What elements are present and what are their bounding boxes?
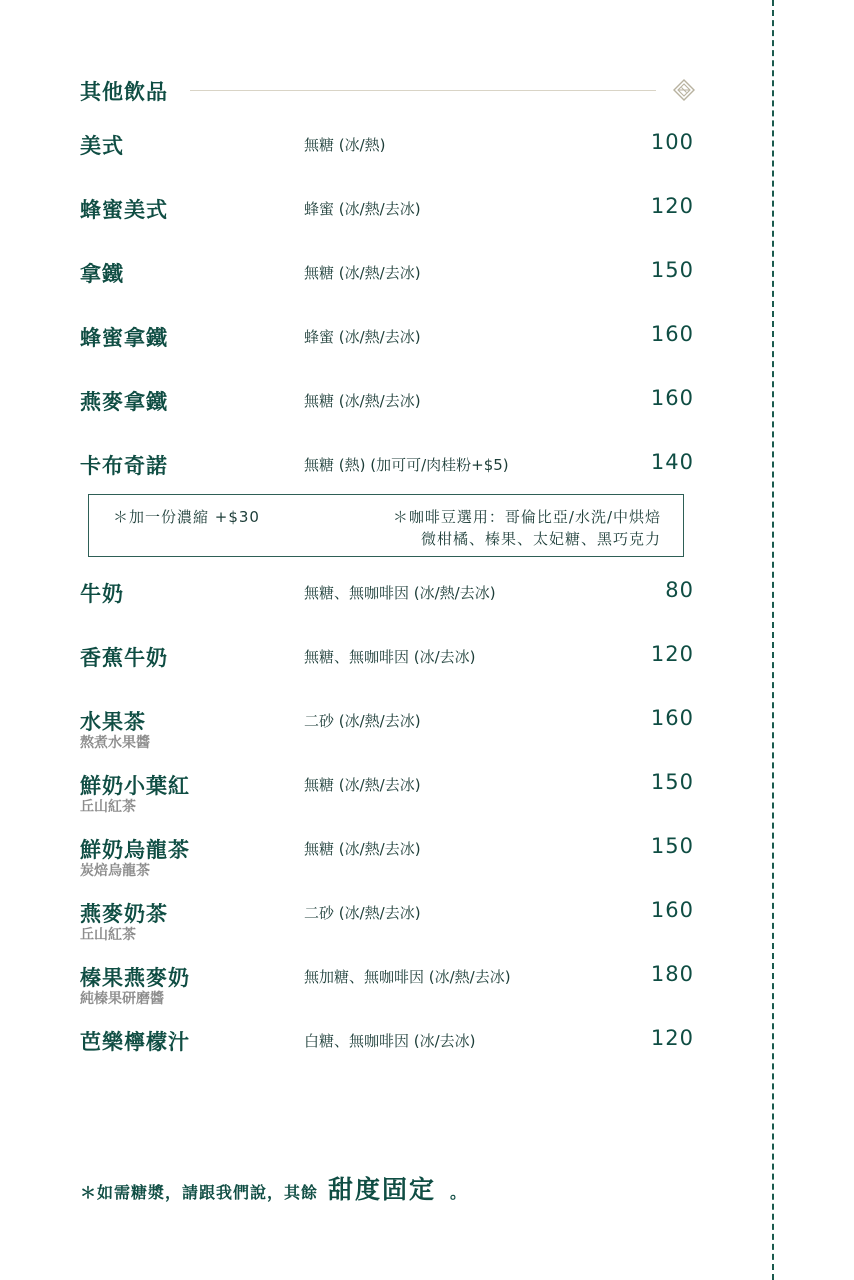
item-desc: 二砂 (冰/熱/去冰) — [304, 712, 421, 730]
item-name: 榛果燕麥奶 — [80, 966, 190, 990]
item-name: 牛奶 — [80, 582, 124, 606]
item-name: 蜂蜜拿鐵 — [80, 326, 168, 350]
bean-origin-note: ＊咖啡豆選用：哥倫比亞/水洗/中烘焙 — [392, 508, 661, 526]
menu-item — [80, 962, 694, 1007]
item-price: 80 — [665, 578, 694, 602]
item-desc: 蜂蜜 (冰/熱/去冰) — [304, 328, 421, 346]
menu-item — [80, 1026, 694, 1066]
menu-item — [80, 194, 694, 234]
item-price: 160 — [650, 898, 694, 922]
footer-emphasis: 甜度固定 — [328, 1175, 437, 1204]
item-price: 150 — [650, 834, 694, 858]
item-price: 120 — [650, 194, 694, 218]
item-price: 150 — [650, 770, 694, 794]
item-price: 160 — [650, 386, 694, 410]
menu-item — [80, 130, 694, 170]
item-name: 蜂蜜美式 — [80, 198, 168, 222]
item-name: 拿鐵 — [80, 262, 124, 286]
item-price: 120 — [650, 1026, 694, 1050]
item-desc: 蜂蜜 (冰/熱/去冰) — [304, 200, 421, 218]
section-title: 其他飲品 — [80, 80, 168, 104]
item-subtitle: 丘山紅茶 — [80, 799, 136, 815]
footer-prefix: ＊如需糖漿，請跟我們說，其餘 — [80, 1183, 319, 1202]
bean-flavor-note: 微柑橘、榛果、太妃糖、黑巧克力 — [420, 530, 661, 548]
item-price: 180 — [650, 962, 694, 986]
menu-item — [80, 258, 694, 298]
diamond-leaf-icon — [672, 78, 696, 102]
item-name: 芭樂檸檬汁 — [80, 1030, 190, 1054]
menu-item — [80, 322, 694, 362]
item-name: 香蕉牛奶 — [80, 646, 168, 670]
item-price: 140 — [650, 450, 694, 474]
item-name: 燕麥奶茶 — [80, 902, 168, 926]
menu-item — [80, 898, 694, 943]
item-name: 美式 — [80, 134, 124, 158]
item-name: 鮮奶小葉紅 — [80, 774, 190, 798]
menu-item — [80, 834, 694, 879]
item-desc: 無糖 (冰/熱/去冰) — [304, 840, 421, 858]
menu-item — [80, 386, 694, 426]
item-desc: 無糖、無咖啡因 (冰/去冰) — [304, 648, 476, 666]
item-subtitle: 純榛果研磨醬 — [80, 991, 164, 1007]
sweetness-footer-note — [80, 1170, 466, 1210]
item-price: 120 — [650, 642, 694, 666]
item-desc: 無糖 (冰/熱/去冰) — [304, 264, 421, 282]
item-name: 燕麥拿鐵 — [80, 390, 168, 414]
item-price: 160 — [650, 322, 694, 346]
item-name: 鮮奶烏龍茶 — [80, 838, 190, 862]
item-desc: 無糖、無咖啡因 (冰/熱/去冰) — [304, 584, 496, 602]
menu-item — [80, 706, 694, 751]
extra-shot-note: ＊加一份濃縮 +$30 — [113, 508, 260, 526]
item-desc: 二砂 (冰/熱/去冰) — [304, 904, 421, 922]
item-desc: 無糖 (冰/熱/去冰) — [304, 776, 421, 794]
dashed-divider — [772, 0, 774, 1280]
item-subtitle: 炭焙烏龍茶 — [80, 863, 150, 879]
item-subtitle: 丘山紅茶 — [80, 927, 136, 943]
header-rule — [190, 90, 656, 91]
item-desc: 無糖 (熱) (加可可/肉桂粉+$5) — [304, 456, 509, 474]
item-price: 160 — [650, 706, 694, 730]
item-price: 100 — [650, 130, 694, 154]
espresso-note-box — [88, 494, 684, 557]
item-desc: 無加糖、無咖啡因 (冰/熱/去冰) — [304, 968, 511, 986]
section-header — [80, 76, 696, 106]
menu-item — [80, 770, 694, 815]
footer-suffix: 。 — [450, 1183, 467, 1202]
menu-item — [80, 578, 694, 618]
item-desc: 無糖 (冰/熱) — [304, 136, 386, 154]
item-price: 150 — [650, 258, 694, 282]
item-name: 水果茶 — [80, 710, 146, 734]
item-subtitle: 熬煮水果醬 — [80, 735, 150, 751]
item-name: 卡布奇諾 — [80, 454, 168, 478]
item-desc: 無糖 (冰/熱/去冰) — [304, 392, 421, 410]
menu-item — [80, 450, 694, 490]
item-desc: 白糖、無咖啡因 (冰/去冰) — [304, 1032, 476, 1050]
menu-item — [80, 642, 694, 682]
